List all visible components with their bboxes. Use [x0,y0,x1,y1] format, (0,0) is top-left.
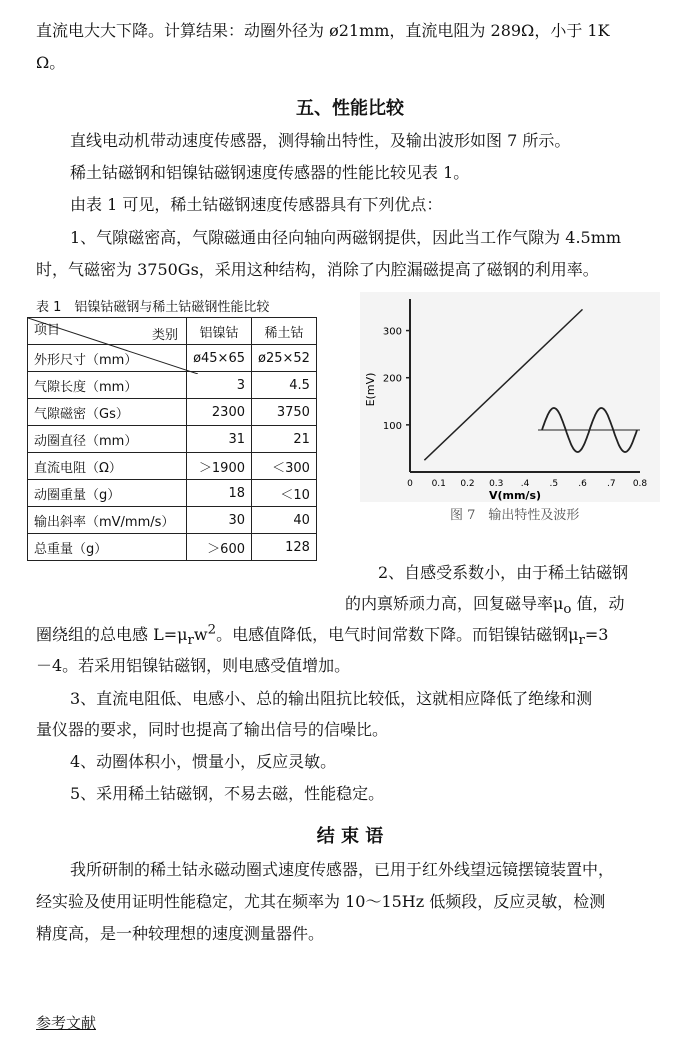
y-axis-label: E(mV) [364,372,377,407]
row-value-b: 21 [252,426,317,453]
x-tick-label: 0.8 [632,479,648,489]
comparison-table [27,317,317,561]
section5-para-4b: 时，气磁密为 3750Gs，采用这种结构，消除了内腔漏磁提高了磁钢的利用率。 [36,260,599,279]
header-col-1: 铝镍钴 [187,318,252,345]
para-5c-sub2: r [578,633,585,649]
header-item: 项目 [34,323,61,338]
para-6b: 量仪器的要求，同时也提高了输出信号的信噪比。 [36,720,389,739]
x-tick-label: 0.2 [460,479,475,489]
table-row [28,399,317,426]
row-label: 动圈直径（mm） [28,426,187,453]
y-tick-label: 200 [382,373,402,385]
para-7: 4、动圈体积小，惯量小，反应灵敏。 [70,752,337,771]
table-row [28,507,317,534]
section5-para-2: 稀土钴磁钢和铝镍钴磁钢速度传感器的性能比较见表 1。 [70,163,470,182]
x-tick-label: 0.3 [489,479,504,489]
conclusion-para-c: 精度高，是一种较理想的速度测量器件。 [36,924,325,943]
row-label: 气隙长度（mm） [28,372,187,399]
row-value-a: ＞1900 [187,453,252,480]
row-value-a: ø45×65 [187,345,252,372]
row-value-a: 2300 [187,399,252,426]
row-value-a: 30 [187,507,252,534]
row-label: 输出斜率（mV/mm/s） [28,507,187,534]
header-category: 类别 [151,328,178,343]
para-5d: －4。若采用铝镍钴磁钢，则电感受值增加。 [36,656,351,675]
figure-7-chart [360,292,660,502]
table-caption: 表 1 铝镍钴磁钢与稀土钴磁钢性能比较 [36,300,270,315]
section5-para-4a: 1、气隙磁密高，气隙磁通由径向轴向两磁钢提供，因此当工作气隙为 4.5mm [70,228,622,247]
x-tick-label: .7 [606,479,616,489]
references-title: 参考文献 [36,1014,97,1032]
table-header-row [28,318,317,345]
section5-para-1: 直线电动机带动速度传感器，测得输出特性，及输出波形如图 7 所示。 [70,131,571,150]
body-line-2: Ω。 [36,53,66,72]
table-row [28,372,317,399]
conclusion-title: 结 束 语 [316,826,384,847]
table-header-diagonal [28,318,187,345]
section-5-title: 五、性能比较 [296,98,404,119]
para-5b [345,591,625,617]
para-5c-sub: r [187,633,194,649]
table-row [28,453,317,480]
row-value-a: 31 [187,426,252,453]
figure-caption: 图 7 输出特性及波形 [450,508,580,523]
para-5c [36,622,608,648]
row-value-b: 128 [252,534,317,561]
table-row [28,534,317,561]
x-tick-label: .5 [549,479,559,489]
conclusion-para-b: 经实验及使用证明性能稳定，尤其在频率为 10～15Hz 低频段，反应灵敏，检测 [36,892,606,911]
x-tick-label: 0.1 [431,479,446,489]
row-label: 直流电阻（Ω） [28,453,187,480]
conclusion-para-a: 我所研制的稀土钴永磁动圈式速度传感器，已用于红外线望远镜摆镜装置中， [70,860,615,879]
row-label: 总重量（g） [28,534,187,561]
row-value-a: 18 [187,480,252,507]
para-5c-mid: w [193,625,208,644]
para-5c-end: =3 [584,625,609,644]
x-axis-label: V(mm/s) [488,489,542,502]
row-value-b: 40 [252,507,317,534]
x-tick-label: .4 [520,479,530,489]
y-tick-label: 100 [382,420,402,432]
para-5b-sub: o [563,602,572,618]
para-5b-text: 的内禀矫顽力高，回复磁导率μ [345,594,564,613]
table-row [28,480,317,507]
row-label: 气隙磁密（Gs） [28,399,187,426]
row-value-b: ＜300 [252,453,317,480]
row-value-b: ＜10 [252,480,317,507]
para-5c-tail: 。电感值降低，电气时间常数下降。而铝镍钴磁钢μ [216,625,579,644]
header-col-2: 稀土钴 [252,318,317,345]
body-line-1: 直流电大大下降。计算结果：动圈外径为 ø21mm，直流电阻为 289Ω，小于 1K [36,21,610,40]
row-value-a: ＞600 [187,534,252,561]
table-row [28,426,317,453]
para-5b-tail: 值，动 [571,594,625,613]
row-value-b: 3750 [252,399,317,426]
row-label: 动圈重量（g） [28,480,187,507]
row-label: 外形尺寸（mm） [28,345,187,372]
para-5c-pre: 圈绕组的总电感 L=μ [36,625,188,644]
section5-para-3: 由表 1 可见，稀土钴磁钢速度传感器具有下列优点： [70,195,443,214]
row-value-b: ø25×52 [252,345,317,372]
row-value-a: 3 [187,372,252,399]
row-value-b: 4.5 [252,372,317,399]
para-8: 5、采用稀土钴磁钢，不易去磁，性能稳定。 [70,784,385,803]
x-tick-label: 0 [407,479,413,489]
figure-background [360,292,660,502]
para-5a: 2、自感受系数小，由于稀土钴磁钢 [378,563,629,582]
para-6a: 3、直流电阻低、电感小、总的输出阻抗比较低，这就相应降低了绝缘和测 [70,689,593,708]
para-5c-sup: 2 [207,622,217,638]
x-tick-label: .6 [578,479,587,489]
y-tick-label: 300 [382,326,402,338]
